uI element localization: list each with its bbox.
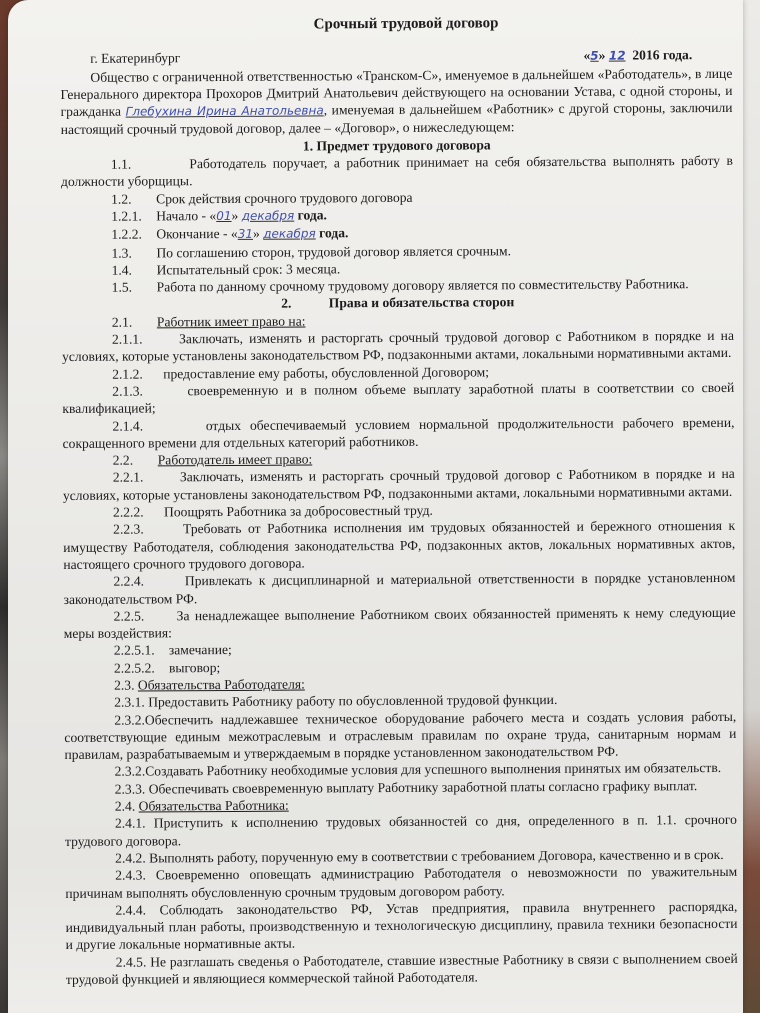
clause-text: Работодатель поручает, а работник принимает на себя обязательства выполнять работу в должности уборщицы.: [60, 152, 733, 190]
handwritten-start-day: 01: [216, 208, 232, 224]
clause-text: Испытательный срок: 3 месяца.: [156, 261, 341, 278]
quote-close: »: [598, 47, 606, 64]
clause-text: Привлекать к дисциплинарной и материальной ответственности в порядке установленном законодательством РФ.: [63, 570, 736, 607]
clause-number: 1.2.1.: [111, 208, 142, 224]
year: 2016 года.: [632, 47, 693, 63]
clause-number: 2.2.1.: [112, 469, 144, 486]
clause-2-2-3: [63, 517, 735, 573]
clause-1-1: [61, 152, 733, 191]
clause-text: Работа по данному срочному трудовому договору является по совместительству Работника.: [156, 276, 689, 295]
clause-number: 2.2.5.2.: [113, 660, 155, 676]
contract-document: [60, 14, 738, 988]
clause-heading: Работник имеет право на:: [156, 313, 306, 330]
clause-number: 2.2.: [112, 452, 134, 468]
clause-number: 2.2.4.: [113, 573, 145, 589]
clause-2-4-1: 2.4.1. Приступить к исполнению трудовых обязанностей со дня, определенного в п. 1.1. срочного трудового договора.: [64, 812, 737, 849]
clause-2-1-4: [62, 413, 734, 452]
clause-number: 1.3.: [111, 245, 132, 261]
clause-number: 2.1.: [111, 314, 133, 330]
quote-close: »: [252, 226, 264, 242]
clause-text: предоставление ему работы, обусловленной Договором;: [163, 364, 490, 382]
clause-2-3-3: 2.3.3. Обеспечивать своевременную выплату Работнику заработной платы согласно графику выплат.: [114, 777, 698, 797]
clause-text: За ненадлежащее выполнение Работником своих обязанностей применять к нему следующие меры воздействия:: [63, 604, 736, 642]
clause-2-4-2: 2.4.2. Выполнять работу, порученную ему в соответствии с требованием Договора, качественно и в срок.: [115, 846, 724, 866]
start-label: Начало - «: [156, 208, 217, 224]
clause-number: 1.5.: [111, 279, 133, 295]
clause-2-2-5: [64, 604, 736, 643]
section-number: 2.: [281, 296, 292, 312]
year-label: года.: [294, 207, 327, 223]
clause-text: Срок действия срочного трудового договора: [156, 189, 413, 207]
handwritten-end-day: 31: [237, 227, 254, 242]
paper-sheet: [8, 0, 743, 1013]
clause-2-2-1: [63, 465, 735, 504]
preamble-text-1: Общество с ограниченной ответственностью «Транском-С», именуемое в дальнейшем «Работодатель», в лице Генерального директора Прохоров Дмитрий Анатольевич действующего на основании Устава, с одной стороны, и гражданка: [60, 65, 733, 120]
preamble: [60, 64, 732, 138]
clause-text: отдых обеспечиваемый условием нормальной продолжительности рабочего времени, сокращенного времени для отдельных категорий работников.: [62, 414, 735, 451]
handwritten-employee-name: Глебухина Ирина Анатольевна: [125, 103, 324, 119]
clause-number: 2.1.4.: [112, 418, 144, 434]
clause-2-1-1: [62, 327, 734, 366]
clause-text: Поощрять Работника за добросовестный труд.: [163, 502, 433, 520]
clause-text: Заключать, изменять и расторгать срочный трудовой договор с Работником в порядке и на условиях, которые установлены законодательством РФ, подзаконными актами, локальными нормативными актами.: [62, 327, 734, 365]
clause-number: 1.2.: [111, 191, 132, 207]
clause-number: 2.3.: [114, 677, 138, 693]
clause-heading: Обязательства Работодателя:: [137, 676, 305, 693]
quote-open: «: [583, 48, 591, 64]
preamble-text-2: , именуемая в дальнейшем «Работник» с другой стороны, заключили настоящий срочный трудовой договор, далее – «Договор», о нижеследующем:: [60, 100, 733, 138]
clause-number: 2.2.3.: [113, 521, 144, 537]
contract-date: [583, 46, 692, 65]
handwritten-day: 5: [590, 49, 599, 64]
city: г. Екатеринбург: [90, 50, 181, 67]
clause-text: выговор;: [168, 659, 221, 676]
clause-2-1-3: [62, 379, 734, 418]
clause-number: 1.4.: [111, 262, 132, 278]
document-title: Срочный трудовой договор: [313, 15, 499, 33]
year-label: года.: [315, 225, 349, 241]
clause-text: замечание;: [168, 642, 232, 658]
end-label: Окончание - «: [156, 226, 238, 242]
clause-number: 2.4.: [114, 798, 139, 814]
clause-2-2-4: [63, 569, 735, 608]
clause-number: 1.2.2.: [111, 226, 142, 242]
clause-number: 2.1.2.: [112, 366, 143, 382]
clause-text: Заключать, изменять и расторгать срочный трудовой договор с Работником в порядке и на условиях, которые установлены законодательством РФ, подзаконными актами, локальными нормативными актами.: [62, 466, 735, 503]
clause-2-4-3: 2.4.3. Своевременно оповещать администрацию Работодателя о невозможности по уважительным причинам выполнять обусловленную срочным трудовым договором работу.: [65, 864, 738, 901]
clause-text: Требовать от Работника исполнения им трудовых обязанностей и бережного отношения к имуществу Работодателя, соблюдения законодательства РФ, подзаконных актов, локальных нормативных актов, настоящего срочного трудового договора.: [63, 518, 736, 572]
clause-number: 2.1.3.: [112, 383, 143, 399]
clause-number: 1.1.: [110, 156, 132, 172]
section-1-heading: 1. Предмет трудового договора: [302, 137, 491, 154]
clause-number: 2.2.5.1.: [113, 642, 155, 659]
clause-2-4-5: 2.4.5. Не разглашать сведенья о Работодателе, ставшие известные Работнику в связи с выполнением своей трудовой функцией и являющиеся коммерческой тайной Работодателя.: [65, 950, 738, 988]
section-title: Права и обязательства сторон: [328, 294, 515, 311]
clause-2-4-4: 2.4.4. Соблюдать законодательство РФ, Устав предприятия, правила внутреннего распорядка, индивидуальный план работы, производственную и технологическую дисциплину, правила техники безопасности и другие локальные нормативные акты.: [65, 898, 738, 953]
clause-2-3-2b: 2.3.2.Создавать Работнику необходимые условия для успешного выполнения принятых им обязательств.: [114, 760, 722, 780]
quote-close: »: [231, 207, 242, 223]
handwritten-start-month: декабря: [241, 208, 295, 223]
clause-2-3-2: 2.3.2.Обеспечить надлежавшее техническое оборудование рабочего места и создать условия работы, соответствующие единым межотраслевым и отраслевым правилам по охране труда, санитарным нормам и правилам, разрабатываемым и утверждаемым в порядке установленном законодательством РФ.: [64, 708, 737, 763]
handwritten-month: 12: [608, 48, 626, 63]
clause-number: 2.2.5.: [113, 608, 145, 624]
clause-number: 2.2.2.: [112, 504, 144, 520]
handwritten-end-month: декабря: [263, 226, 316, 242]
clause-2-3-1: 2.3.1. Предоставить Работнику работу по обусловленной трудовой функции.: [114, 692, 558, 710]
clause-text: По соглашению сторон, трудовой договор является срочным.: [156, 242, 512, 260]
clause-heading: Работодатель имеет право:: [157, 451, 313, 468]
clause-heading: Обязательства Работника:: [138, 797, 289, 814]
clause-number: 2.1.1.: [111, 331, 143, 347]
clause-text: своевременную и в полном объеме выплату заработной платы в соответствии со своей квалификацией;: [62, 379, 735, 417]
